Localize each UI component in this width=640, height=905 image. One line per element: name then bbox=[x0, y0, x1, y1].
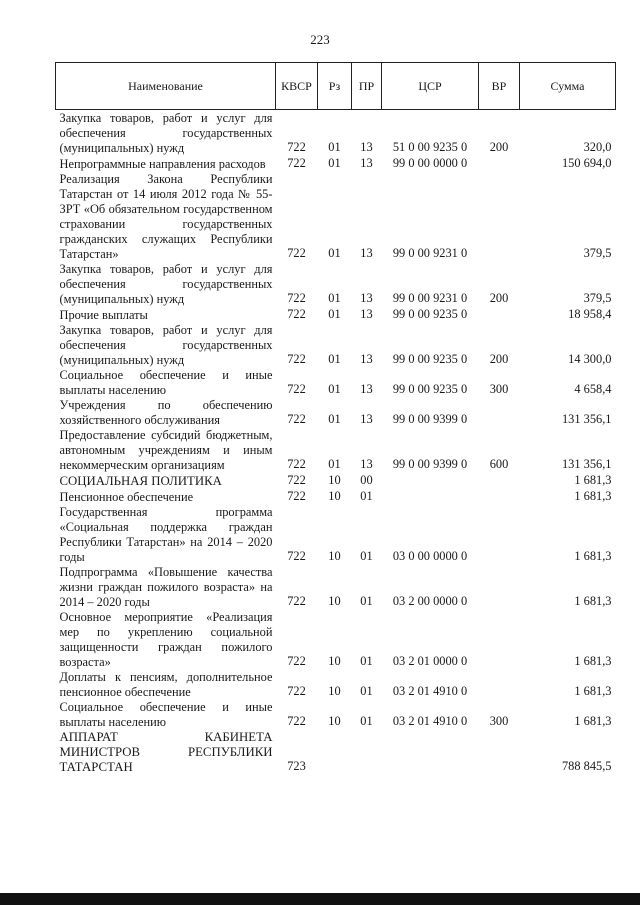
cell-rz: 01 bbox=[328, 307, 341, 321]
cell-kvsr: 722 bbox=[287, 684, 306, 698]
cell-csr: 99 0 00 9235 0 bbox=[392, 352, 468, 366]
cell-kvsr: 722 bbox=[287, 291, 306, 305]
cell-kvsr: 722 bbox=[287, 549, 306, 563]
cell-pr: 13 bbox=[360, 156, 373, 170]
cell-name: Прочие выплаты bbox=[59, 308, 148, 322]
table-row bbox=[56, 610, 616, 670]
cell-sum: 1 681,3 bbox=[574, 654, 612, 668]
cell-kvsr: 722 bbox=[287, 412, 306, 426]
cell-vr bbox=[479, 172, 520, 262]
cell-csr: 99 0 00 9235 0 bbox=[392, 382, 468, 396]
cell-pr: 01 bbox=[360, 489, 373, 503]
cell-pr: 01 bbox=[360, 714, 373, 728]
cell-rz: 01 bbox=[328, 352, 341, 366]
cell-name: Доплаты к пенсиям, дополнительное пенсионное обеспечение bbox=[59, 670, 273, 699]
cell-kvsr: 722 bbox=[287, 654, 306, 668]
table-row bbox=[56, 156, 616, 172]
cell-rz: 10 bbox=[328, 654, 341, 668]
cell-kvsr: 722 bbox=[287, 473, 306, 487]
table-row bbox=[56, 110, 616, 157]
header-vr: ВР bbox=[479, 63, 520, 110]
cell-pr: 01 bbox=[360, 684, 373, 698]
cell-name: Закупка товаров, работ и услуг для обеспечения государственных (муниципальных) нужд bbox=[59, 323, 273, 367]
cell-vr: 200 bbox=[489, 140, 509, 154]
cell-name: Закупка товаров, работ и услуг для обеспечения государственных (муниципальных) нужд bbox=[59, 111, 273, 155]
cell-csr: 99 0 00 9399 0 bbox=[392, 412, 468, 426]
cell-vr bbox=[479, 610, 520, 670]
cell-kvsr: 722 bbox=[287, 140, 306, 154]
cell-csr bbox=[382, 473, 479, 489]
cell-pr bbox=[352, 730, 382, 775]
cell-rz: 10 bbox=[328, 594, 341, 608]
cell-sum: 131 356,1 bbox=[561, 412, 612, 426]
cell-csr: 99 0 00 9231 0 bbox=[392, 246, 468, 260]
cell-csr: 99 0 00 0000 0 bbox=[392, 156, 468, 170]
cell-pr: 13 bbox=[360, 291, 373, 305]
cell-sum: 788 845,5 bbox=[561, 759, 612, 773]
cell-pr: 13 bbox=[360, 352, 373, 366]
cell-rz: 10 bbox=[328, 714, 341, 728]
cell-name: АППАРАТ КАБИНЕТА МИНИСТРОВ РЕСПУБЛИКИ ТАТАРСТАН bbox=[59, 730, 273, 774]
cell-vr bbox=[479, 156, 520, 172]
cell-kvsr: 722 bbox=[287, 594, 306, 608]
table-row bbox=[56, 262, 616, 307]
cell-pr: 13 bbox=[360, 307, 373, 321]
cell-kvsr: 722 bbox=[287, 382, 306, 396]
cell-sum: 18 958,4 bbox=[568, 307, 612, 321]
cell-rz: 10 bbox=[328, 684, 341, 698]
cell-pr: 13 bbox=[360, 246, 373, 260]
cell-vr bbox=[479, 307, 520, 323]
header-row bbox=[56, 63, 616, 110]
cell-name: Социальное обеспечение и иные выплаты населению bbox=[59, 368, 273, 397]
cell-vr: 200 bbox=[489, 291, 509, 305]
cell-pr: 13 bbox=[360, 412, 373, 426]
cell-sum: 1 681,3 bbox=[574, 714, 612, 728]
cell-rz bbox=[318, 730, 352, 775]
cell-rz: 01 bbox=[328, 291, 341, 305]
cell-sum: 131 356,1 bbox=[561, 457, 612, 471]
cell-kvsr: 723 bbox=[287, 759, 306, 773]
cell-csr bbox=[382, 730, 479, 775]
cell-pr: 01 bbox=[360, 594, 373, 608]
table-row bbox=[56, 307, 616, 323]
cell-vr bbox=[479, 670, 520, 700]
cell-sum: 150 694,0 bbox=[561, 156, 612, 170]
table-row bbox=[56, 398, 616, 428]
table-row bbox=[56, 565, 616, 610]
cell-rz: 01 bbox=[328, 140, 341, 154]
cell-name: Пенсионное обеспечение bbox=[59, 490, 194, 504]
cell-pr: 01 bbox=[360, 654, 373, 668]
cell-vr bbox=[479, 398, 520, 428]
cell-vr bbox=[479, 730, 520, 775]
table-row bbox=[56, 172, 616, 262]
cell-name: СОЦИАЛЬНАЯ ПОЛИТИКА bbox=[59, 474, 222, 488]
cell-vr: 300 bbox=[489, 714, 509, 728]
cell-rz: 10 bbox=[328, 489, 341, 503]
table-row bbox=[56, 473, 616, 489]
cell-kvsr: 722 bbox=[287, 307, 306, 321]
cell-sum: 4 658,4 bbox=[574, 382, 612, 396]
header-pr: ПР bbox=[352, 63, 382, 110]
header-csr: ЦСР bbox=[382, 63, 479, 110]
cell-csr bbox=[382, 489, 479, 505]
cell-pr: 13 bbox=[360, 457, 373, 471]
cell-name: Предоставление субсидий бюджетным, автономным учреждениям и иным некоммерческим организациям bbox=[59, 428, 273, 472]
cell-rz: 10 bbox=[328, 549, 341, 563]
cell-sum: 14 300,0 bbox=[568, 352, 612, 366]
cell-vr bbox=[479, 505, 520, 565]
cell-name: Учреждения по обеспечению хозяйственного обслуживания bbox=[59, 398, 273, 427]
cell-sum: 379,5 bbox=[583, 246, 612, 260]
table-row bbox=[56, 670, 616, 700]
page-number: 223 bbox=[310, 32, 330, 47]
table-header bbox=[56, 63, 616, 110]
cell-csr: 03 2 01 0000 0 bbox=[392, 654, 468, 668]
cell-sum: 1 681,3 bbox=[574, 489, 612, 503]
cell-csr: 99 0 00 9235 0 bbox=[392, 307, 468, 321]
header-rz: Рз bbox=[318, 63, 352, 110]
cell-sum: 320,0 bbox=[583, 140, 612, 154]
cell-vr: 200 bbox=[489, 352, 509, 366]
cell-name: Реализация Закона Республики Татарстан от 14 июля 2012 года № 55-ЗРТ «Об обязательном государственном страховании государственных гражданских служащих Республики Татарстан» bbox=[59, 172, 273, 261]
table-body bbox=[56, 110, 616, 776]
cell-name: Подпрограмма «Повышение качества жизни граждан пожилого возраста» на 2014 – 2020 годы bbox=[59, 565, 273, 609]
scan-border bbox=[0, 893, 640, 905]
cell-kvsr: 722 bbox=[287, 489, 306, 503]
header-sum: Сумма bbox=[520, 63, 616, 110]
cell-vr bbox=[479, 473, 520, 489]
table-row bbox=[56, 730, 616, 775]
cell-vr bbox=[479, 565, 520, 610]
cell-rz: 10 bbox=[328, 473, 341, 487]
table-row bbox=[56, 505, 616, 565]
cell-kvsr: 722 bbox=[287, 246, 306, 260]
cell-name: Государственная программа «Социальная поддержка граждан Республики Татарстан» на 2014 – 2020 годы bbox=[59, 505, 273, 564]
cell-rz: 01 bbox=[328, 246, 341, 260]
cell-csr: 51 0 00 9235 0 bbox=[392, 140, 468, 154]
cell-kvsr: 722 bbox=[287, 352, 306, 366]
cell-vr: 600 bbox=[489, 457, 509, 471]
cell-csr: 99 0 00 9399 0 bbox=[392, 457, 468, 471]
table-row bbox=[56, 489, 616, 505]
cell-pr: 13 bbox=[360, 140, 373, 154]
cell-csr: 99 0 00 9231 0 bbox=[392, 291, 468, 305]
cell-name: Закупка товаров, работ и услуг для обеспечения государственных (муниципальных) нужд bbox=[59, 262, 273, 306]
cell-csr: 03 2 00 0000 0 bbox=[392, 594, 468, 608]
cell-rz: 01 bbox=[328, 382, 341, 396]
budget-table bbox=[55, 62, 616, 775]
cell-kvsr: 722 bbox=[287, 714, 306, 728]
table-row bbox=[56, 323, 616, 368]
table-row bbox=[56, 428, 616, 473]
cell-csr: 03 2 01 4910 0 bbox=[392, 714, 468, 728]
cell-csr: 03 2 01 4910 0 bbox=[392, 684, 468, 698]
cell-sum: 1 681,3 bbox=[574, 549, 612, 563]
cell-name: Социальное обеспечение и иные выплаты населению bbox=[59, 700, 273, 729]
cell-sum: 1 681,3 bbox=[574, 473, 612, 487]
cell-sum: 1 681,3 bbox=[574, 594, 612, 608]
cell-kvsr: 722 bbox=[287, 156, 306, 170]
cell-pr: 13 bbox=[360, 382, 373, 396]
table-row bbox=[56, 700, 616, 730]
cell-pr: 01 bbox=[360, 549, 373, 563]
header-kvsr: КВСР bbox=[276, 63, 318, 110]
cell-sum: 379,5 bbox=[583, 291, 612, 305]
cell-name: Основное мероприятие «Реализация мер по укреплению социальной защищенности граждан пожилого возраста» bbox=[59, 610, 273, 669]
cell-vr bbox=[479, 489, 520, 505]
cell-rz: 01 bbox=[328, 457, 341, 471]
cell-rz: 01 bbox=[328, 156, 341, 170]
cell-vr: 300 bbox=[489, 382, 509, 396]
cell-kvsr: 722 bbox=[287, 457, 306, 471]
table-row bbox=[56, 368, 616, 398]
cell-csr: 03 0 00 0000 0 bbox=[392, 549, 468, 563]
header-name: Наименование bbox=[56, 63, 276, 110]
cell-rz: 01 bbox=[328, 412, 341, 426]
cell-name: Непрограммные направления расходов bbox=[59, 157, 266, 171]
cell-sum: 1 681,3 bbox=[574, 684, 612, 698]
cell-pr: 00 bbox=[360, 473, 373, 487]
